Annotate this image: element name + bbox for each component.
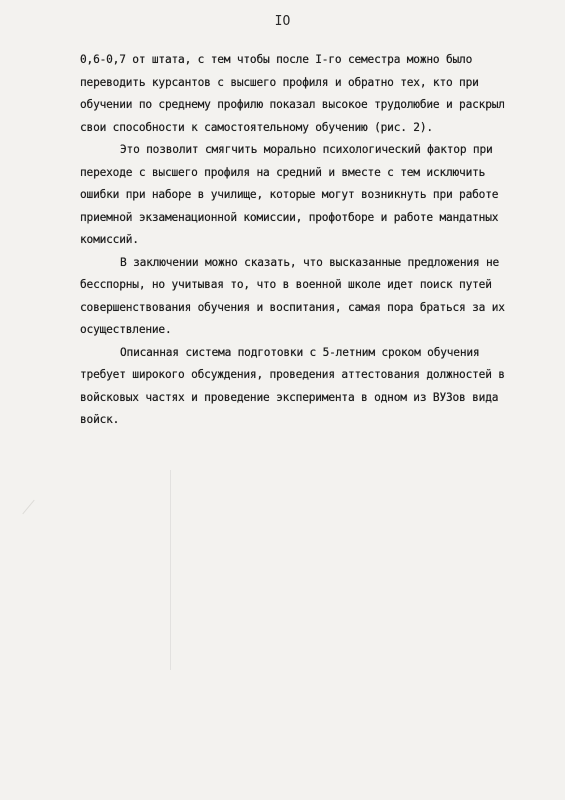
paragraph-1: 0,6-0,7 от штата, с тем чтобы после I-го семестра можно было переводить курсантов с высшего профиля и обратно тех, кто при обучении по среднему профилю показал высокое трудолюбие и раскрыл свои способности к самостоятельному обучению (рис. 2). <box>80 53 505 134</box>
paragraph-3: В заключении можно сказать, что высказанные предложения не бесспорны, но учитывая то, что в военной школе идет поиск путей совершенствования обучения и воспитания, самая пора браться за их осуществление. <box>80 255 505 336</box>
scan-mark <box>22 500 34 514</box>
body-text <box>80 49 520 432</box>
bleed-through-imprint <box>170 470 185 670</box>
page-number: IO <box>274 14 291 29</box>
paragraph-4: Описанная система подготовки с 5-летним сроком обучения требует широкого обсуждения, проведения аттестования должностей в войсковых частях и проведение эксперимента в одном из ВУЗов вида войск. <box>80 345 505 426</box>
paragraph-2: Это позволит смягчить морально психологический фактор при переходе с высшего профиля на средний и вместе с тем исключить ошибки при наборе в училище, которые могут возникнуть при работе приемной экзаменационной комиссии, профотборе и работе мандатных комиссий. <box>80 143 499 246</box>
